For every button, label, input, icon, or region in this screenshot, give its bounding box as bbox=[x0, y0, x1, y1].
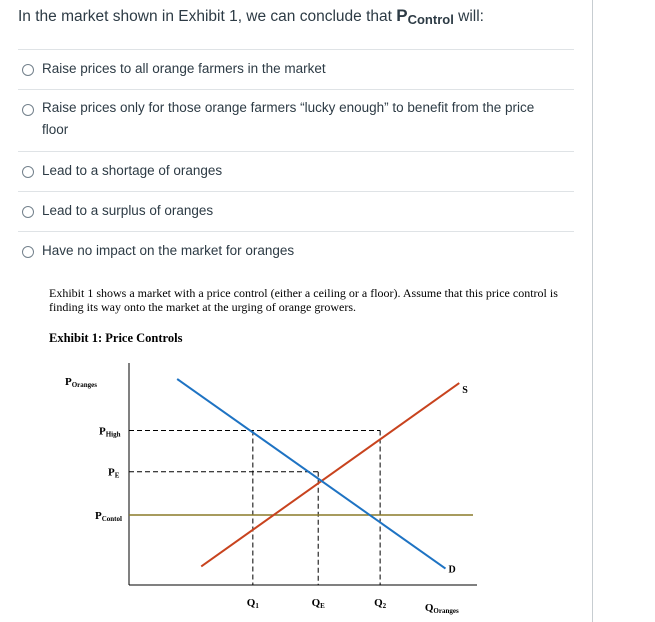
answer-option-1[interactable] bbox=[18, 50, 574, 90]
price-control-chart bbox=[45, 355, 565, 622]
radio-button[interactable] bbox=[22, 166, 34, 178]
supply-curve bbox=[201, 383, 459, 566]
p-control-symbol: $P_{Control}$ bbox=[396, 6, 454, 27]
exhibit-description: Exhibit 1 shows a market with a price control (either a ceiling or a floor). Assume that this price control is finding its way onto the market at the urging of orange growers. bbox=[49, 286, 558, 314]
x-tick-label-q-e: QE bbox=[311, 597, 325, 610]
answer-option-5[interactable] bbox=[18, 232, 574, 272]
supply-curve-label: S bbox=[462, 385, 468, 397]
y-tick-label-p-e: PE bbox=[108, 466, 120, 480]
demand-curve-label: D bbox=[448, 564, 456, 576]
answer-label[interactable]: Lead to a surplus of oranges bbox=[42, 203, 214, 218]
y-tick-label-p-contol: PContol bbox=[95, 509, 122, 523]
page-right-border bbox=[592, 0, 593, 622]
answer-option-4[interactable] bbox=[18, 192, 574, 232]
y-tick-label-p-high: PHigh bbox=[99, 425, 121, 439]
question-text bbox=[18, 6, 484, 27]
answer-label[interactable]: Lead to a shortage of oranges bbox=[42, 163, 223, 178]
exhibit-title: Exhibit 1: Price Controls bbox=[49, 331, 183, 345]
answer-option-2[interactable] bbox=[18, 90, 574, 152]
radio-button[interactable] bbox=[22, 104, 34, 116]
question-text-part: In the market shown in Exhibit 1, we can conclude that bbox=[18, 8, 397, 25]
question-text-end: will: bbox=[453, 8, 484, 25]
radio-button[interactable] bbox=[22, 246, 34, 258]
x-tick-label-q-1: Q1 bbox=[246, 597, 259, 610]
answer-option-3[interactable] bbox=[18, 152, 574, 192]
answer-label[interactable]: Raise prices to all orange farmers in the market bbox=[42, 61, 326, 76]
y-axis-title: POranges bbox=[65, 376, 98, 389]
radio-button[interactable] bbox=[22, 206, 34, 218]
radio-button[interactable] bbox=[22, 64, 34, 76]
answer-label[interactable]: Have no impact on the market for oranges bbox=[42, 243, 295, 258]
x-tick-label-q-2: Q2 bbox=[374, 597, 387, 610]
demand-curve bbox=[177, 379, 445, 569]
answer-label[interactable]: Raise prices only for those orange farmers “lucky enough” to benefit from the price floor bbox=[42, 100, 535, 137]
x-axis-title: QOranges bbox=[424, 602, 459, 615]
